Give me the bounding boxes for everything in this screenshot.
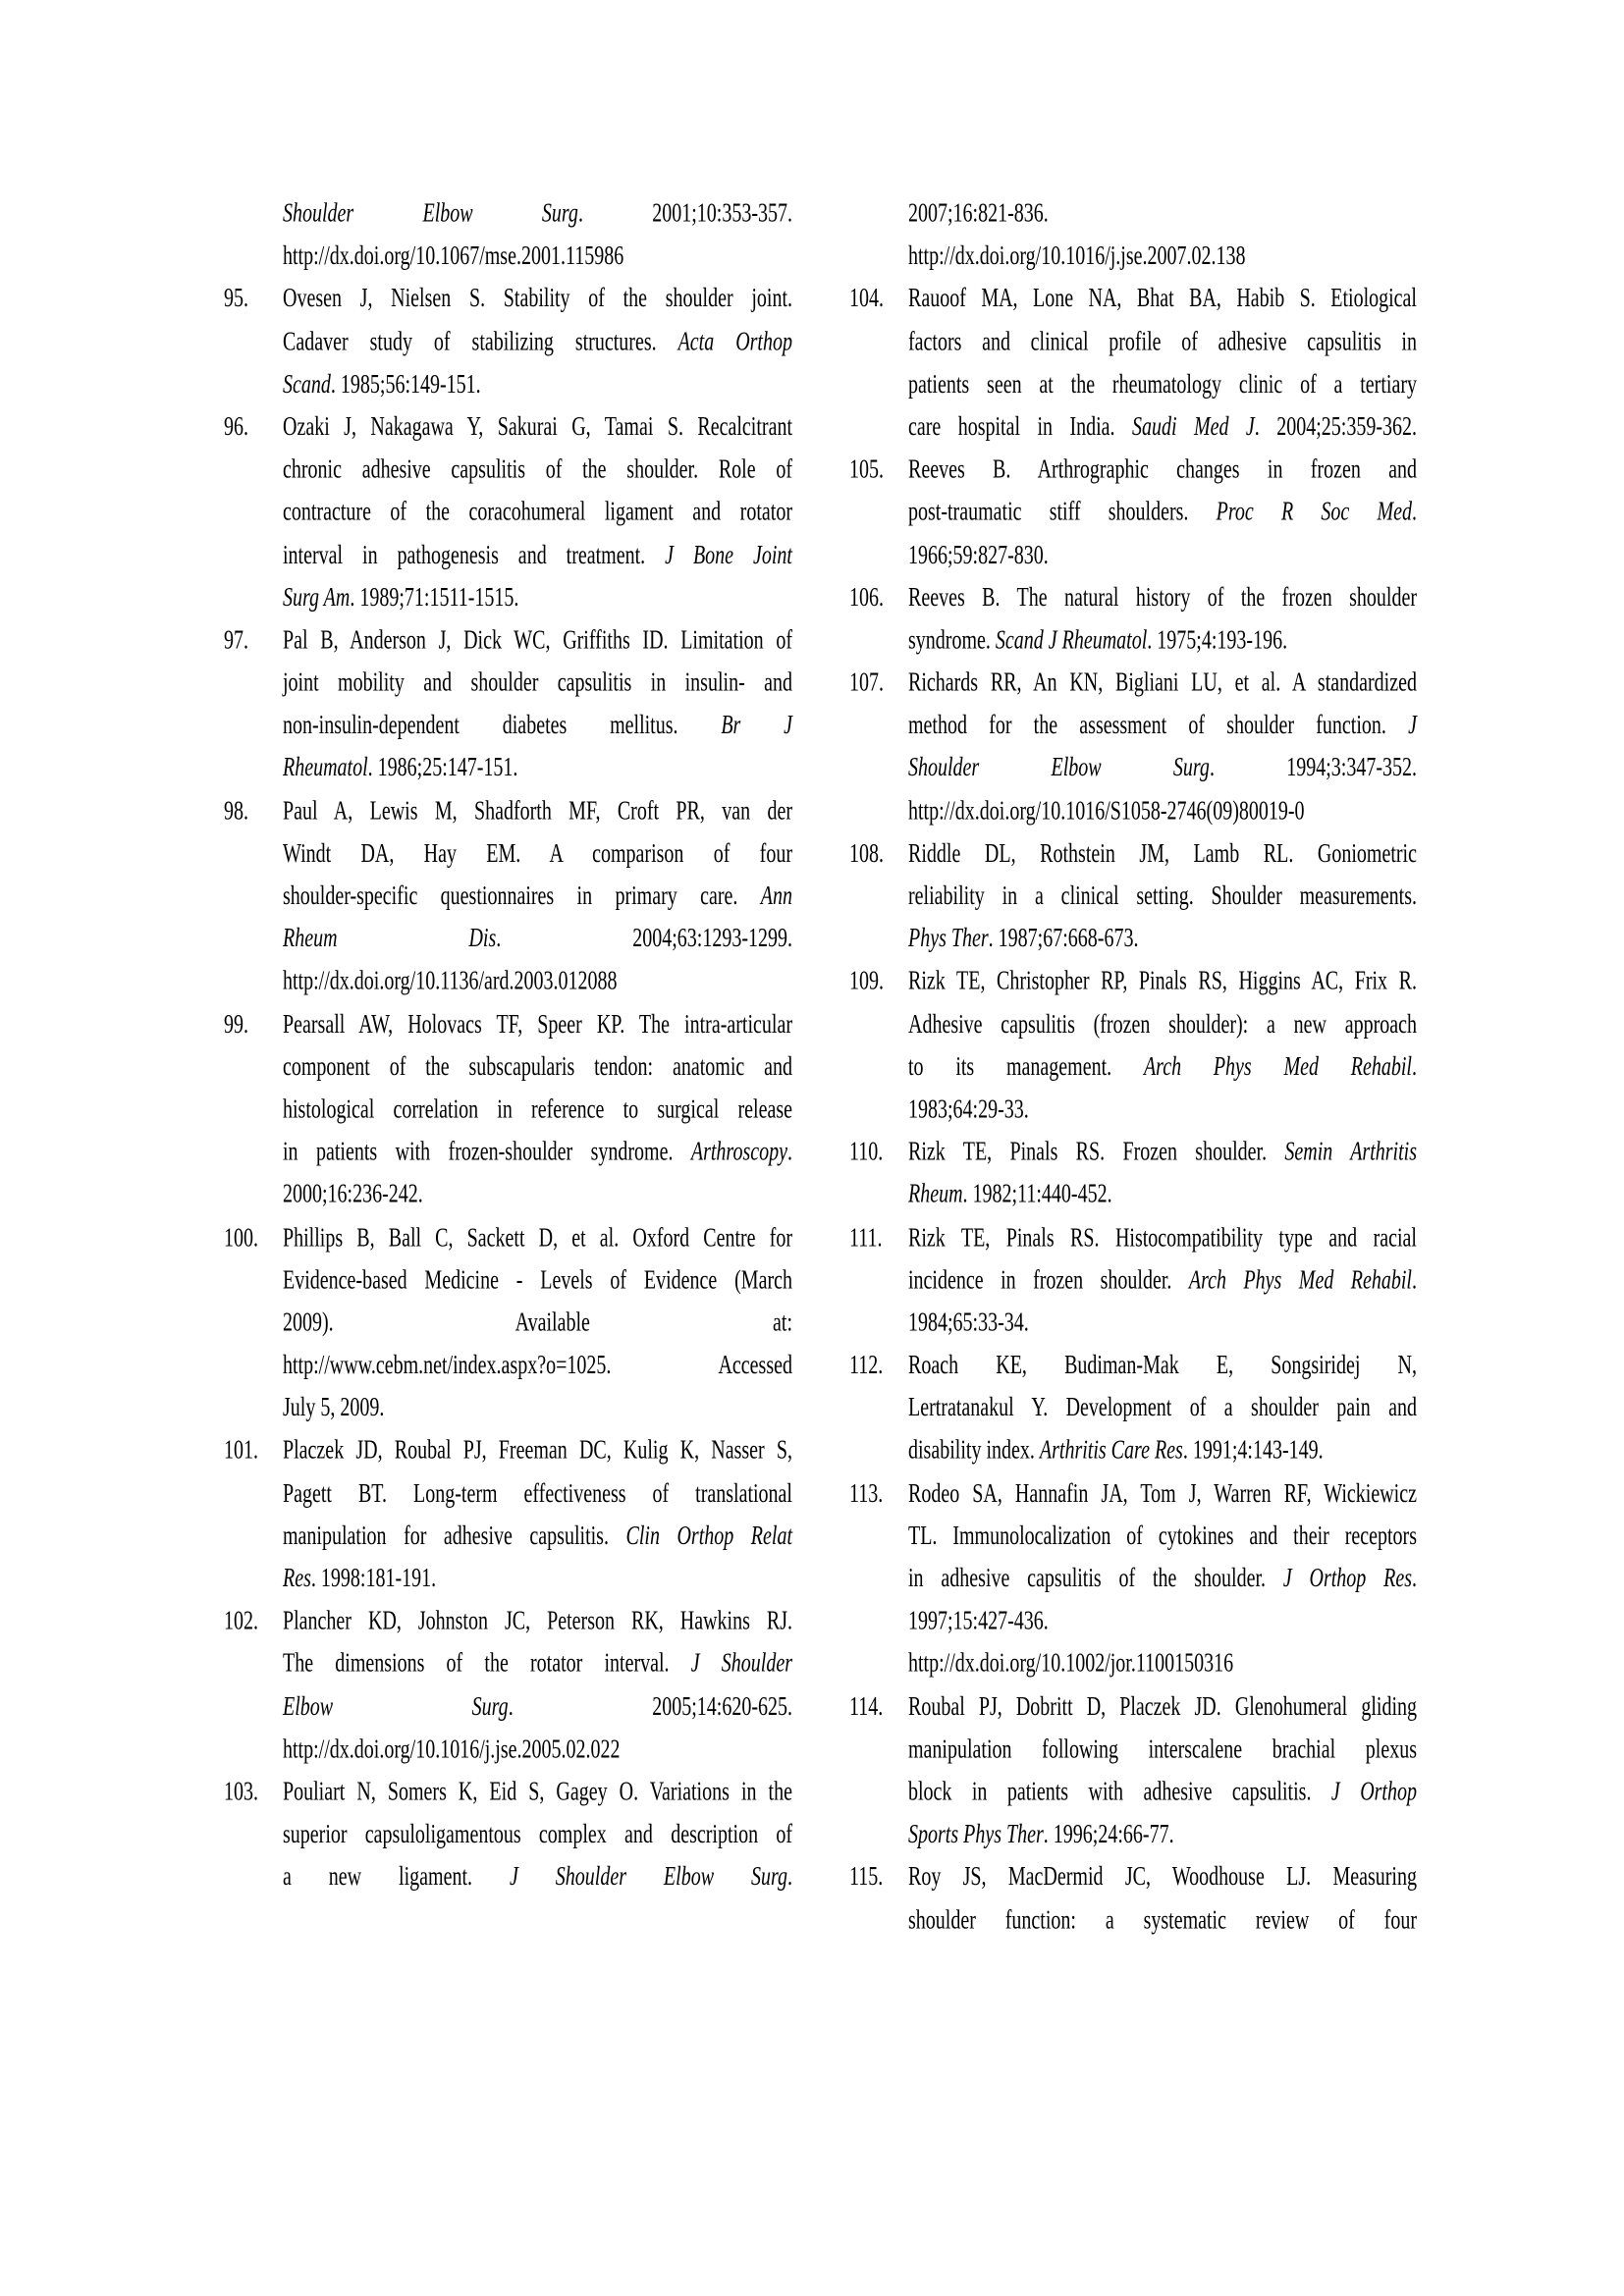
reference-text: . bbox=[1412, 1051, 1417, 1082]
reference-text: Lertratanakul Y. Development of a shoulder pain and bbox=[908, 1393, 1417, 1423]
reference-text: . bbox=[1412, 1265, 1417, 1295]
reference-line bbox=[908, 747, 1417, 789]
journal-name: Ann bbox=[760, 881, 792, 911]
reference-number: 100. bbox=[224, 1222, 258, 1253]
reference-line bbox=[908, 1813, 1417, 1855]
reference-text: block in patients with adhesive capsulitis. bbox=[908, 1777, 1331, 1807]
reference-line bbox=[908, 1685, 1417, 1728]
journal-name: Elbow Surg bbox=[283, 1691, 509, 1722]
reference-number: 95. bbox=[224, 284, 248, 314]
reference-text: incidence in frozen shoulder. bbox=[908, 1265, 1189, 1295]
reference-text: 1997;15:427-436. bbox=[908, 1606, 1049, 1636]
reference-line bbox=[908, 534, 1417, 576]
reference-line bbox=[283, 1600, 792, 1642]
reference-text: TL. Immunolocalization of cytokines and their receptors bbox=[908, 1521, 1417, 1551]
reference-text: Placzek JD, Roubal PJ, Freeman DC, Kulig K, Nasser S, bbox=[283, 1435, 792, 1466]
reference-line bbox=[283, 832, 792, 875]
reference-line bbox=[908, 449, 1417, 491]
reference-text: Riddle DL, Rothstein JM, Lamb RL. Goniometric bbox=[908, 838, 1417, 869]
reference-text: manipulation following interscalene brachial plexus bbox=[908, 1735, 1417, 1764]
reference-text: Reeves B. The natural history of the frozen shoulder bbox=[908, 582, 1417, 613]
journal-name: Br J bbox=[721, 711, 792, 740]
reference-line bbox=[908, 1515, 1417, 1557]
journal-name: Shoulder Elbow Surg bbox=[908, 753, 1210, 783]
reference-line bbox=[283, 1344, 792, 1386]
reference-number: 101. bbox=[224, 1435, 258, 1466]
reference-item bbox=[849, 1856, 1417, 1942]
reference-text: Rodeo SA, Hannafin JA, Tom J, Warren RF, Wickiewicz bbox=[908, 1478, 1417, 1509]
reference-line bbox=[908, 619, 1417, 662]
journal-name: Rheum bbox=[908, 1180, 963, 1209]
reference-line bbox=[908, 1472, 1417, 1515]
reference-number: 110. bbox=[849, 1137, 884, 1167]
reference-line bbox=[908, 1387, 1417, 1429]
journal-name: Arch Phys Med Rehabil bbox=[1143, 1051, 1412, 1082]
reference-line bbox=[283, 1856, 792, 1898]
reference-line bbox=[908, 192, 1417, 235]
reference-number: 99. bbox=[224, 1009, 248, 1040]
reference-text: superior capsuloligamentous complex and description of bbox=[283, 1819, 792, 1849]
reference-number: 112. bbox=[849, 1350, 884, 1380]
reference-text: . 1986;25:147-151. bbox=[367, 753, 518, 783]
reference-line bbox=[283, 747, 792, 789]
reference-text: reliability in a clinical setting. Shoulder measurements. bbox=[908, 881, 1417, 911]
reference-text: . 1998:181-191. bbox=[310, 1564, 437, 1593]
journal-name: J Orthop bbox=[1330, 1777, 1417, 1807]
reference-line bbox=[908, 320, 1417, 362]
journal-name: Semin Arthritis bbox=[1284, 1137, 1418, 1167]
journal-name: J bbox=[1408, 711, 1417, 740]
reference-item bbox=[224, 1429, 793, 1600]
reference-line bbox=[908, 1216, 1417, 1258]
reference-text: . 1991;4:143-149. bbox=[1182, 1435, 1324, 1466]
journal-name: Proc R Soc Med bbox=[1216, 497, 1413, 527]
reference-item bbox=[849, 449, 1418, 576]
reference-line bbox=[283, 534, 792, 576]
journal-name: Shoulder Elbow Surg bbox=[283, 198, 578, 229]
journal-name: Arch Phys Med Rehabil bbox=[1188, 1265, 1412, 1295]
reference-line bbox=[908, 1173, 1417, 1215]
reference-text: manipulation for adhesive capsulitis. bbox=[283, 1521, 626, 1551]
journal-name: Arthritis Care Res bbox=[1039, 1435, 1183, 1466]
reference-number: 102. bbox=[224, 1606, 258, 1636]
reference-text: Ozaki J, Nakagawa Y, Sakurai G, Tamai S. Recalcitrant bbox=[283, 412, 792, 442]
reference-line bbox=[283, 1771, 792, 1813]
reference-text: http://dx.doi.org/10.1016/j.jse.2005.02.022 bbox=[283, 1735, 621, 1764]
reference-line bbox=[908, 918, 1417, 960]
reference-line bbox=[283, 875, 792, 917]
reference-item bbox=[224, 619, 792, 790]
reference-text: Pal B, Anderson J, Dick WC, Griffiths ID. Limitation of bbox=[283, 625, 792, 655]
journal-name: Rheum Dis bbox=[283, 924, 497, 954]
reference-item bbox=[224, 1216, 792, 1429]
reference-item bbox=[849, 832, 1417, 960]
reference-item bbox=[224, 1003, 792, 1216]
journal-name: J Shoulder Elbow Surg bbox=[509, 1862, 787, 1893]
reference-line bbox=[908, 235, 1417, 277]
reference-text: Roy JS, MacDermid JC, Woodhouse LJ. Measuring bbox=[908, 1862, 1417, 1893]
reference-text: Rizk TE, Pinals RS. Histocompatibility type and racial bbox=[908, 1222, 1417, 1253]
reference-text: post-traumatic stiff shoulders. bbox=[908, 497, 1217, 527]
reference-text: interval in pathogenesis and treatment. bbox=[283, 540, 666, 570]
reference-text: component of the subscapularis tendon: anatomic and bbox=[283, 1051, 792, 1082]
journal-name: Clin Orthop Relat bbox=[625, 1521, 793, 1551]
journal-name: Scand bbox=[283, 369, 331, 400]
reference-text: contracture of the coracohumeral ligament and rotator bbox=[283, 497, 792, 527]
reference-text: joint mobility and shoulder capsulitis in insulin- and bbox=[283, 667, 792, 698]
reference-line bbox=[283, 1515, 792, 1557]
reference-line bbox=[283, 192, 792, 235]
reference-text: chronic adhesive capsulitis of the shoulder. Role of bbox=[283, 454, 792, 485]
reference-text: The dimensions of the rotator interval. bbox=[283, 1649, 691, 1679]
reference-text: histological correlation in reference to surgical release bbox=[283, 1095, 792, 1124]
reference-number: 106. bbox=[849, 582, 884, 613]
reference-line bbox=[283, 1173, 792, 1215]
references-column-0 bbox=[224, 192, 793, 1898]
reference-text: Paul A, Lewis M, Shadforth MF, Croft PR, van der bbox=[283, 796, 792, 826]
reference-text: 2009). Available at: bbox=[283, 1308, 792, 1338]
reference-item bbox=[224, 405, 792, 618]
journal-name: J Bone Joint bbox=[665, 540, 792, 570]
reference-text: http://dx.doi.org/10.1067/mse.2001.115986 bbox=[283, 241, 624, 271]
reference-text: shoulder-specific questionnaires in primary care. bbox=[283, 881, 761, 911]
reference-text: in patients with frozen-shoulder syndrome. bbox=[283, 1137, 691, 1167]
reference-line bbox=[908, 1600, 1417, 1642]
reference-line bbox=[908, 1856, 1417, 1898]
journal-name: J Shoulder bbox=[690, 1649, 792, 1679]
reference-text: http://dx.doi.org/10.1016/S1058-2746(09)80019-0 bbox=[908, 796, 1305, 826]
reference-line bbox=[283, 491, 792, 533]
reference-text: . 2005;14:620-625. bbox=[508, 1691, 792, 1722]
reference-line bbox=[283, 662, 792, 704]
reference-text: . 1989;71:1511-1515. bbox=[350, 582, 519, 613]
reference-line bbox=[908, 405, 1417, 448]
journal-name: Phys Ther bbox=[908, 924, 989, 954]
reference-number: 113. bbox=[849, 1478, 884, 1509]
reference-line bbox=[283, 1302, 792, 1344]
reference-line bbox=[908, 1728, 1417, 1770]
reference-item bbox=[224, 278, 792, 405]
journal-name: Acta Orthop bbox=[677, 327, 792, 356]
reference-text: Windt DA, Hay EM. A comparison of four bbox=[283, 838, 792, 869]
reference-text: . 1987;67:668-673. bbox=[988, 924, 1139, 954]
reference-line bbox=[283, 1131, 792, 1173]
reference-text: Adhesive capsulitis (frozen shoulder): a new approach bbox=[908, 1009, 1417, 1040]
reference-line bbox=[283, 1472, 792, 1515]
reference-text: shoulder function: a systematic review of four bbox=[908, 1904, 1417, 1935]
reference-number: 97. bbox=[224, 625, 248, 655]
reference-text: Cadaver study of stabilizing structures. bbox=[283, 327, 678, 356]
journal-name: Surg Am bbox=[283, 582, 351, 613]
reference-line bbox=[283, 789, 792, 831]
reference-line bbox=[908, 576, 1417, 618]
reference-item bbox=[224, 1771, 792, 1898]
reference-line bbox=[283, 619, 792, 662]
reference-item bbox=[849, 1216, 1417, 1344]
reference-number: 114. bbox=[849, 1691, 884, 1722]
reference-text: Ovesen J, Nielsen S. Stability of the shoulder joint. bbox=[283, 284, 792, 314]
reference-text: . bbox=[787, 1862, 792, 1893]
reference-text: Pouliart N, Somers K, Eid S, Gagey O. Variations in the bbox=[283, 1777, 792, 1807]
reference-number: 115. bbox=[849, 1862, 884, 1893]
reference-line bbox=[908, 1302, 1417, 1344]
reference-line bbox=[908, 491, 1417, 533]
reference-number: 109. bbox=[849, 966, 884, 996]
reference-number: 96. bbox=[224, 412, 248, 442]
reference-item bbox=[849, 1344, 1417, 1471]
reference-line bbox=[283, 1216, 792, 1258]
journal-name: Sports Phys Ther bbox=[908, 1819, 1044, 1849]
reference-line bbox=[283, 1429, 792, 1471]
reference-text: a new ligament. bbox=[283, 1862, 510, 1893]
reference-line bbox=[283, 1089, 792, 1131]
reference-text: Plancher KD, Johnston JC, Peterson RK, Hawkins RJ. bbox=[283, 1606, 792, 1636]
reference-text: Reeves B. Arthrographic changes in frozen and bbox=[908, 454, 1417, 485]
reference-item bbox=[849, 1685, 1417, 1856]
reference-line bbox=[908, 363, 1417, 405]
reference-line bbox=[908, 960, 1417, 1002]
reference-line bbox=[908, 704, 1417, 746]
reference-number: 108. bbox=[849, 838, 884, 869]
reference-line bbox=[908, 1558, 1417, 1600]
reference-line bbox=[283, 363, 792, 405]
reference-number: 107. bbox=[849, 667, 884, 698]
reference-text: 1966;59:827-830. bbox=[908, 540, 1049, 570]
reference-line bbox=[283, 1813, 792, 1855]
reference-text: 1984;65:33-34. bbox=[908, 1308, 1029, 1338]
reference-line bbox=[908, 1003, 1417, 1045]
reference-number: 103. bbox=[224, 1777, 258, 1807]
reference-line bbox=[908, 1898, 1417, 1941]
reference-text: care hospital in India. bbox=[908, 412, 1132, 442]
reference-item bbox=[849, 278, 1417, 449]
reference-text: 2000;16:236-242. bbox=[283, 1180, 423, 1209]
reference-text: syndrome. bbox=[908, 625, 996, 655]
reference-text: . 1996;24:66-77. bbox=[1043, 1819, 1174, 1849]
reference-line bbox=[283, 918, 792, 960]
reference-line bbox=[908, 832, 1417, 875]
reference-text: non-insulin-dependent diabetes mellitus. bbox=[283, 711, 722, 740]
reference-text: Rizk TE, Pinals RS. Frozen shoulder. bbox=[908, 1137, 1285, 1167]
reference-line bbox=[283, 960, 792, 1002]
reference-text: Pagett BT. Long-term effectiveness of translational bbox=[283, 1478, 792, 1509]
reference-line bbox=[908, 278, 1417, 320]
reference-line bbox=[908, 1045, 1417, 1088]
reference-line bbox=[283, 449, 792, 491]
journal-name: Saudi Med J bbox=[1131, 412, 1255, 442]
reference-text: Rauoof MA, Lone NA, Bhat BA, Habib S. Etiological bbox=[908, 284, 1417, 314]
reference-line bbox=[908, 1131, 1417, 1173]
reference-item bbox=[849, 1131, 1418, 1216]
reference-line bbox=[283, 1258, 792, 1301]
reference-text: July 5, 2009. bbox=[283, 1393, 385, 1423]
reference-text: http://www.cebm.net/index.aspx?o=1025. Accessed bbox=[283, 1350, 792, 1380]
reference-text: http://dx.doi.org/10.1136/ard.2003.012088 bbox=[283, 966, 618, 996]
reference-text: method for the assessment of shoulder function. bbox=[908, 711, 1409, 740]
reference-text: 1983;64:29-33. bbox=[908, 1095, 1029, 1124]
reference-text: . 1975;4:193-196. bbox=[1147, 625, 1288, 655]
reference-number: 98. bbox=[224, 796, 248, 826]
reference-text: Evidence-based Medicine - Levels of Evidence (March bbox=[283, 1265, 792, 1295]
reference-text: Rizk TE, Christopher RP, Pinals RS, Higgins AC, Frix R. bbox=[908, 966, 1417, 996]
reference-line bbox=[283, 576, 792, 618]
reference-text: Richards RR, An KN, Bigliani LU, et al. A standardized bbox=[908, 667, 1417, 698]
reference-text: http://dx.doi.org/10.1002/jor.1100150316 bbox=[908, 1649, 1234, 1679]
reference-item bbox=[849, 1472, 1417, 1685]
reference-line bbox=[283, 1728, 792, 1770]
reference-text: . 1982;11:440-452. bbox=[962, 1180, 1112, 1209]
reference-line bbox=[908, 1642, 1417, 1684]
reference-line bbox=[283, 1003, 792, 1045]
reference-line bbox=[283, 704, 792, 746]
reference-item bbox=[849, 576, 1417, 662]
reference-item bbox=[283, 192, 792, 278]
reference-line bbox=[908, 1258, 1417, 1301]
reference-line bbox=[283, 278, 792, 320]
reference-item bbox=[849, 960, 1417, 1131]
reference-line bbox=[283, 405, 792, 448]
reference-text: Phillips B, Ball C, Sackett D, et al. Oxford Centre for bbox=[283, 1222, 792, 1253]
journal-name: Res bbox=[283, 1564, 311, 1593]
reference-text: . 1994;3:347-352. bbox=[1209, 753, 1417, 783]
reference-text: 2007;16:821-836. bbox=[908, 198, 1049, 229]
journal-name: Scand J Rheumatol bbox=[995, 625, 1148, 655]
reference-line bbox=[283, 1685, 792, 1728]
reference-number: 111. bbox=[849, 1222, 883, 1253]
reference-text: disability index. bbox=[908, 1435, 1040, 1466]
reference-text: to its management. bbox=[908, 1051, 1144, 1082]
reference-text: . bbox=[787, 1137, 792, 1167]
reference-line bbox=[908, 789, 1417, 831]
journal-name: Arthroscopy bbox=[690, 1137, 787, 1167]
reference-text: . bbox=[1412, 1564, 1417, 1593]
reference-item bbox=[908, 192, 1417, 278]
references-column-1 bbox=[849, 192, 1418, 1942]
reference-text: factors and clinical profile of adhesive capsulitis in bbox=[908, 327, 1417, 356]
reference-text: http://dx.doi.org/10.1016/j.jse.2007.02.138 bbox=[908, 241, 1246, 271]
journal-name: J Orthop Res bbox=[1282, 1564, 1412, 1593]
reference-number: 105. bbox=[849, 454, 884, 485]
reference-text: . 2004;25:359-362. bbox=[1254, 412, 1417, 442]
reference-text: . 2004;63:1293-1299. bbox=[496, 924, 792, 954]
reference-text: Roubal PJ, Dobritt D, Placzek JD. Glenohumeral gliding bbox=[908, 1691, 1417, 1722]
reference-line bbox=[283, 320, 792, 362]
reference-line bbox=[908, 1429, 1417, 1471]
reference-line bbox=[283, 1387, 792, 1429]
reference-text: . bbox=[1412, 497, 1418, 527]
reference-text: . 2001;10:353-357. bbox=[577, 198, 792, 229]
reference-line bbox=[908, 1771, 1417, 1813]
reference-text: in adhesive capsulitis of the shoulder. bbox=[908, 1564, 1283, 1593]
reference-line bbox=[283, 1642, 792, 1684]
reference-number: 104. bbox=[849, 284, 884, 314]
reference-text: . 1985;56:149-151. bbox=[330, 369, 481, 400]
reference-line bbox=[283, 1558, 792, 1600]
reference-line bbox=[908, 875, 1417, 917]
reference-item bbox=[849, 662, 1417, 832]
reference-line bbox=[908, 1344, 1417, 1386]
reference-line bbox=[283, 235, 792, 277]
reference-line bbox=[908, 662, 1417, 704]
reference-text: Pearsall AW, Holovacs TF, Speer KP. The intra-articular bbox=[283, 1009, 792, 1040]
reference-item bbox=[224, 789, 792, 1002]
reference-text: patients seen at the rheumatology clinic of a tertiary bbox=[908, 369, 1417, 400]
reference-line bbox=[908, 1089, 1417, 1131]
reference-line bbox=[283, 1045, 792, 1088]
reference-text: Roach KE, Budiman-Mak E, Songsiridej N, bbox=[908, 1350, 1417, 1380]
journal-name: Rheumatol bbox=[283, 753, 368, 783]
reference-item bbox=[224, 1600, 792, 1771]
